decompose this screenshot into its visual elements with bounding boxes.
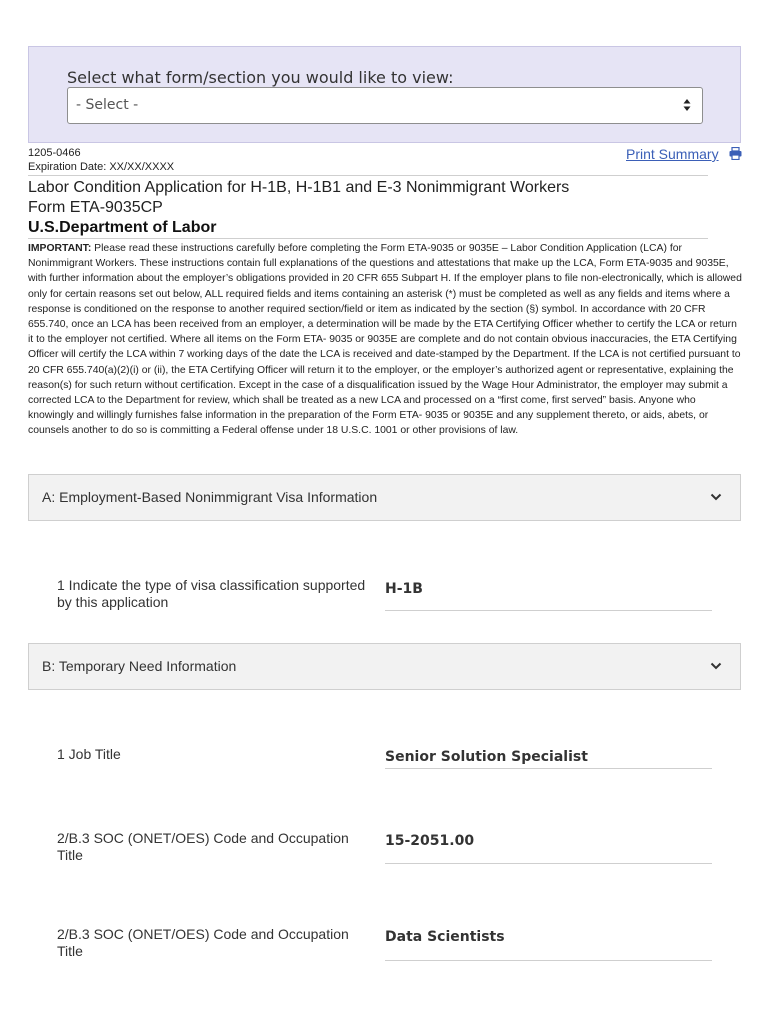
important-instructions bbox=[28, 241, 742, 439]
soc-code-label: 2/B.3 SOC (ONET/OES) Code and Occupation Title bbox=[57, 830, 349, 863]
header-divider bbox=[28, 175, 708, 176]
chevron-down-icon[interactable] bbox=[710, 662, 722, 670]
important-text: Please read these instructions carefully before completing the Form ETA-9035 or 9035E – Labor Condition Application (LCA) for Nonimmigrant Workers. These instructions contain full explanations of the questions and attestations that make up the LCA, Form ETA-9035 and 9035E, with further information about the employer’s obligations provided in 20 CFR 655 Subpart H. If the employer plans to file non-electronically, which is allowed only for certain reasons set out below, ALL required fields and items containing an asterisk (*) must be completed as well as any fields and items where a response is conditioned on the response to another required section/field or item as indicated by the section (§) symbol. In accordance with 20 CFR 655.740, once an LCA has been received from an employer, a determination will be made by the ETA Certifying Officer whether to certify the LCA or return it to the employer not certified. Where all items on the Form ETA- 9035 or 9035E are complete and do not contain obvious inaccuracies, the ETA Certifying Officer will certify the LCA within 7 working days of the date the LCA is received and date-stamped by the Department. If the LCA is not certified pursuant to 20 CFR 655.740(a)(2)(i) or (ii), the ETA Certifying Officer will return it to the employer, or the employer’s authorized agent or representative, explaining the reason(s) for such return without certification. Except in the case of a disqualification issued by the Wage Hour Administrator, the employer may submit a corrected LCA to the Department for review, which shall be treated as a new LCA and processed on a “first come, first served” basis. Anyone who knowingly and willingly furnishes false information in the preparation of the Form ETA- 9035 or 9035E and any supplement thereto, or aids, abets, or counsels another to do so is committing a Federal offense under 18 U.S.C. 1001 or other provisions of law. bbox=[28, 243, 742, 437]
expiration-date: Expiration Date: XX/XX/XXXX bbox=[28, 161, 175, 173]
occupation-title-label: 2/B.3 SOC (ONET/OES) Code and Occupation Title bbox=[57, 926, 349, 959]
print-summary-link[interactable]: Print Summary bbox=[626, 146, 719, 162]
field-divider bbox=[385, 768, 712, 769]
field-divider bbox=[385, 610, 712, 611]
visa-classification-label: 1 Indicate the type of visa classification supported by this application bbox=[57, 577, 366, 610]
field-divider bbox=[385, 863, 712, 864]
form-number: Form ETA-9035CP bbox=[28, 199, 163, 216]
sort-arrows-icon bbox=[683, 98, 691, 112]
department-divider bbox=[28, 238, 708, 239]
job-title-label: 1 Job Title bbox=[57, 746, 121, 762]
select-value: - Select - bbox=[76, 97, 139, 113]
important-label: IMPORTANT: bbox=[28, 243, 92, 254]
soc-code-value: 15-2051.00 bbox=[385, 833, 475, 849]
section-a-accordion[interactable] bbox=[28, 474, 741, 521]
occupation-title-value: Data Scientists bbox=[385, 929, 505, 945]
job-title-value: Senior Solution Specialist bbox=[385, 749, 588, 765]
omb-number: 1205-0466 bbox=[28, 147, 81, 159]
selector-label: Select what form/section you would like to view: bbox=[67, 68, 454, 87]
printer-icon[interactable] bbox=[729, 147, 742, 160]
section-a-title: A: Employment-Based Nonimmigrant Visa Information bbox=[42, 489, 378, 505]
department-name: U.S.Department of Labor bbox=[28, 219, 217, 236]
page-title: Labor Condition Application for H-1B, H-1B1 and E-3 Nonimmigrant Workers bbox=[28, 179, 570, 196]
form-section-select[interactable] bbox=[67, 87, 703, 124]
section-b-accordion[interactable] bbox=[28, 643, 741, 690]
section-b-title: B: Temporary Need Information bbox=[42, 658, 237, 674]
chevron-down-icon[interactable] bbox=[710, 493, 722, 501]
visa-classification-value: H-1B bbox=[385, 581, 423, 597]
form-section-selector-panel bbox=[28, 46, 741, 143]
field-divider bbox=[385, 960, 712, 961]
